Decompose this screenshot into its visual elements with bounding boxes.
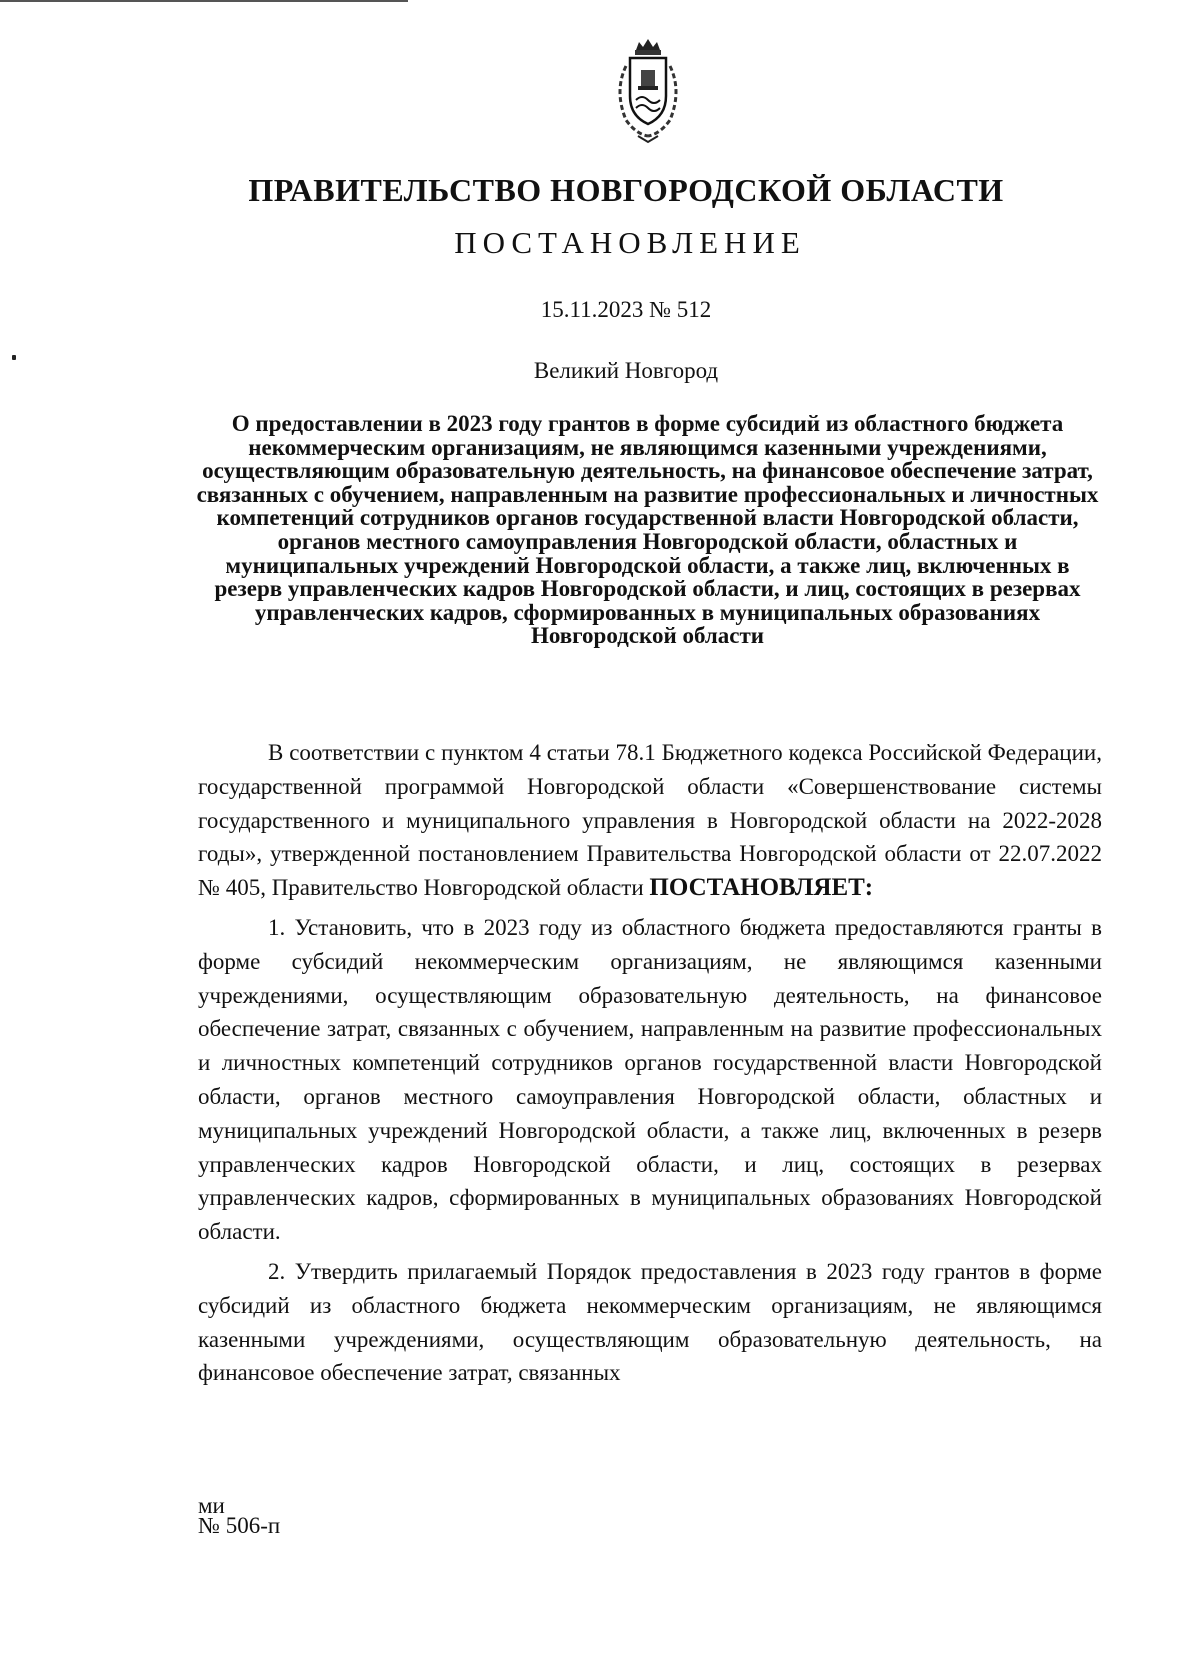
document-subject: О предоставлении в 2023 году грантов в форме субсидий из областного бюджета некоммерческим организациям, не являющимся казенными учреждениями, осуществляющим образовательную деятельность, на финансовое обеспечение затрат, связанных с обучением, направленным на развитие профессиональных и личностных компетенций сотрудников органов государственной власти Новгородской области, органов местного самоуправления Новгородской области, областных и муниципальных учреждений Новгородской области, а также лиц, включенных в резерв управленческих кадров Новгородской области, и лиц, состоящих в резервах управленческих кадров, сформированных в муниципальных образованиях Новгородской области [196,411,1099,649]
document-date-number: 15.11.2023 № 512 [540,297,712,322]
preamble-text: В соответствии с пунктом 4 статьи 78.1 Бюджетного кодекса Российской Федерации, государственной программой Новгородской области «Совершенствование системы государственного и муниципального управления в Новгородской области на 2022-2028 годы», утвержденной постановлением Правительства Новгородской области от 22.07.2022 № 405, Правительство Новгородской области [198,740,1102,901]
item-1-paragraph: 1. Установить, что в 2023 году из областного бюджета предоставляются гранты в форме субсидий некоммерческим организациям, не являющимся казенными учреждениями, осуществляющим образовательную деятельность, на финансовое обеспечение затрат, связанных с обучением, направленным на развитие профессиональных и личностных компетенций сотрудников органов государственной власти Новгородской области, органов местного самоуправления Новгородской области, областных и муниципальных учреждений Новгородской области, а также лиц, включенных в резерв управленческих кадров Новгородской области, и лиц, состоящих в резервах управленческих кадров, сформированных в муниципальных образованиях Новгородской области. [198,914,1102,1245]
footer-document-number: № 506-п [198,1513,281,1538]
resolves-word: ПОСТАНОВЛЯЕТ: [649,874,874,902]
top-scan-rule [0,0,408,2]
document-body [198,736,1102,1396]
document-city: Великий Новгород [533,358,719,383]
government-title: ПРАВИТЕЛЬСТВО НОВГОРОДСКОЙ ОБЛАСТИ [248,172,1004,208]
coat-of-arms-emblem [608,36,688,144]
document-type: ПОСТАНОВЛЕНИЕ [454,225,806,260]
preamble-paragraph [198,736,1102,905]
cut-off-text-fragment: ми [198,1493,225,1518]
item-2-paragraph: 2. Утвердить прилагаемый Порядок предоставления в 2023 году грантов в форме субсидий из областного бюджета некоммерческим организациям, не являющимся казенными учреждениями, осуществляющим образовательную деятельность, на финансовое обеспечение затрат, связанных [198,1258,1102,1386]
